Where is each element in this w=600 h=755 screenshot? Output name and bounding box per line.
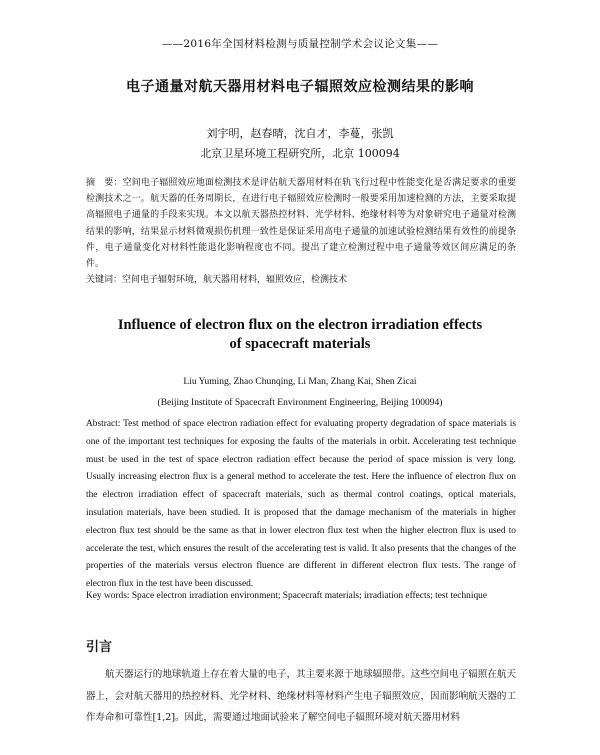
english-title [0, 316, 600, 354]
chinese-keywords [86, 272, 516, 288]
english-authors: Liu Yuming, Zhao Chunqing, Li Man, Zhang Kai, Shen Zicai [183, 377, 417, 387]
english-abstract-text: Test method of space electron radiation effect for evaluating property degradation of space materials is one of the important test techniques for exposing the faults of the materials in orbit. Accelerating test technique must be used in the test of space electron radiation effect because the period of space mission is very long. Usually increasing electron flux is a general method to accelerate the test. Here the influence of electron flux on the electron irradiation effect of spacecraft materials, such as thermal control coatings, optical materials, insulation materials, have been studied. It is proposed that the damage mechanism of the materials in higher electron flux test should be the same as that in lower electron flux test when the higher electron flux is used to accelerate the test, which ensures the result of the accelerating test is valid. It also presents that the changes of the properties of the materials versus electron fluence are different in different electron flux tests. The range of electron flux in the test have been discussed. [86, 419, 516, 590]
chinese-abstract-text: 空间电子辐照效应地面检测技术是评估航天器用材料在轨飞行过程中性能变化是否满足要求的重要检测技术之一。航天器的任务周期长，在进行电子辐照效应检测时一般要采用加速检测的方法，主要采取提高辐照电子通量的手段来实现。本文以航天器热控材料、光学材料、绝缘材料等为对象研究电子通量对检测结果的影响，结果显示材料微观损伤机理一致性是保证采用高电子通量的加速试验检测结果有效性的前提条件，电子通量变化对材料性能退化影响程度也不同。提出了建立检测过程中电子通量等效区间应满足的条件。 [86, 178, 516, 270]
english-affiliation: (Beijing Institute of Spacecraft Environment Engineering, Beijing 100094) [157, 398, 443, 408]
chinese-abstract [86, 175, 516, 272]
introduction-paragraph: 航天器运行的地球轨道上存在着大量的电子，其主要来源于地球辐照带。这些空间电子辐照在航天器上，会对航天器用的热控材料、光学材料、绝缘材料等材料产生电子辐照效应，因而影响航天器的工作寿命和可靠性[1,2]。因此，需要通过地面试验来了解空间电子辐照环境对航天器用材料 [86, 669, 516, 723]
english-keywords-text: Space electron irradiation environment; Spacecraft materials; irradiation effects; test technique [131, 591, 487, 601]
english-title-line2: of spacecraft materials [229, 336, 371, 352]
english-abstract-label: Abstract: [86, 419, 124, 429]
english-title-line1: Influence of electron flux on the electron irradiation effects [117, 317, 483, 333]
chinese-keywords-label: 关键词： [86, 275, 123, 285]
english-abstract [86, 416, 516, 594]
english-keywords-label: Key words: [86, 591, 132, 601]
conference-header: ——2016年全国材料检测与质量控制学术会议论文集—— [161, 38, 439, 50]
chinese-authors: 刘宇明，赵春晴，沈自才，李蔓，张凯 [206, 127, 394, 140]
english-keywords [86, 588, 516, 606]
chinese-affiliation: 北京卫星环境工程研究所，北京 100094 [200, 147, 400, 160]
section-heading-introduction: 引言 [86, 640, 113, 655]
chinese-keywords-text: 空间电子辐射环境，航天器用材料，辐照效应，检测技术 [122, 275, 348, 285]
chinese-title: 电子通量对航天器用材料电子辐照效应检测结果的影响 [126, 79, 474, 95]
chinese-abstract-label: 摘 要： [86, 178, 123, 188]
